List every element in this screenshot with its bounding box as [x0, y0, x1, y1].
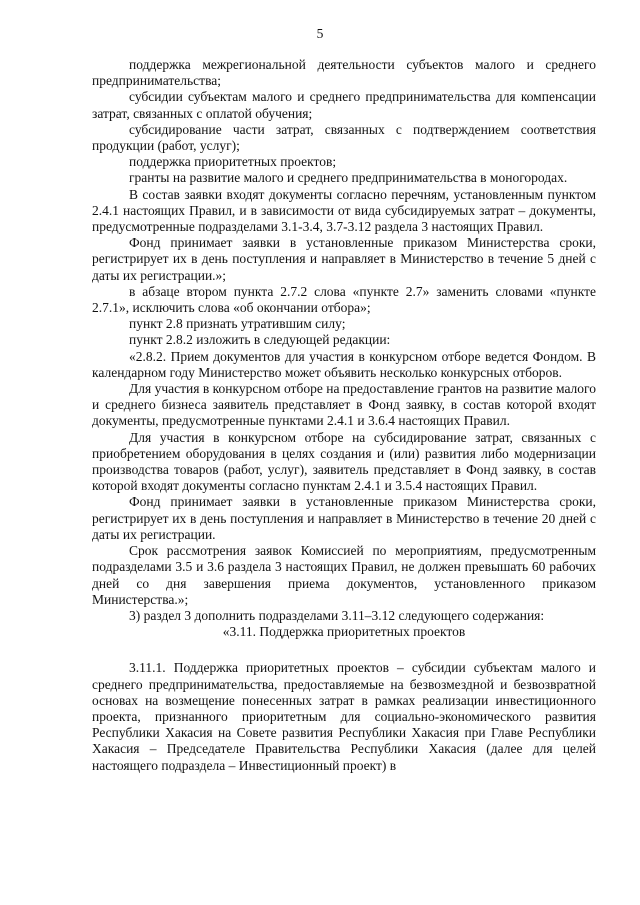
paragraph: «2.8.2. Прием документов для участия в конкурсном отборе ведется Фондом. В календарном году Министерство может объявить несколько конкурсных отборов. — [92, 348, 596, 380]
paragraph: В состав заявки входят документы согласно перечням, установленным пунктом 2.4.1 настоящих Правил, и в зависимости от вида субсидируемых затрат – документы, предусмотренные подразделами 3.1-3.4, 3.7-3.12 раздела 3 настоящих Правил. — [92, 186, 596, 235]
paragraph: Фонд принимает заявки в установленные приказом Министерства сроки, регистрирует их в день поступления и направляет в Министерство в течение 20 дней с даты их регистрации. — [92, 494, 596, 542]
section-heading: «3.11. Поддержка приоритетных проектов — [222, 624, 466, 640]
paragraph: Для участия в конкурсном отборе на предоставление грантов на развитие малого и среднего бизнеса заявитель представляет в Фонд заявку, в состав которой входят документы, предусмотренные пунктами 2.4.1 и 3.6.4 настоящих Правил. — [92, 381, 596, 429]
paragraph: Фонд принимает заявки в установленные приказом Министерства сроки, регистрирует их в день поступления и направляет в Министерство в течение 5 дней с даты их регистрации.»; — [92, 235, 596, 283]
paragraph: 3.11.1. Поддержка приоритетных проектов – субсидии субъектам малого и среднего предпринимательства, предоставляемые на безвозмездной и безвозвратной основах на возмещение понесенных затрат в рамках реализации инвестиционного проекта, признанного приоритетным для социально-экономического развития Республики Хакасия на Совете развития Республики Хакасия при Главе Республики Хакасия – Председателе Правительства Республики Хакасия (далее для целей настоящего подраздела – Инвестиционный проект) в — [92, 660, 596, 773]
paragraph: субсидии субъектам малого и среднего предпринимательства для компенсации затрат, связанных с оплатой обучения; — [92, 89, 596, 121]
paragraph: Срок рассмотрения заявок Комиссией по мероприятиям, предусмотренным подразделами 3.5 и 3.6 раздела 3 настоящих Правил, не должен превышать 60 рабочих дней со дня завершения приема документов, установленного приказом Министерства.»; — [92, 543, 596, 607]
paragraph: субсидирование части затрат, связанных с подтверждением соответствия продукции (работ, услуг); — [92, 121, 596, 154]
paragraph: поддержка приоритетных проектов; — [129, 154, 337, 170]
document-body — [92, 57, 596, 774]
paragraph: 3) раздел 3 дополнить подразделами 3.11–3.12 следующего содержания: — [129, 607, 545, 623]
paragraph: пункт 2.8.2 изложить в следующей редакции: — [129, 332, 391, 348]
paragraph: пункт 2.8 признать утратившим силу; — [129, 316, 346, 332]
paragraph: поддержка межрегиональной деятельности субъектов малого и среднего предпринимательства; — [92, 57, 596, 89]
paragraph: в абзаце втором пункта 2.7.2 слова «пункте 2.7» заменить словами «пункте 2.7.1», исключить слова «об окончании отбора»; — [92, 283, 596, 316]
page-number: 5 — [316, 26, 324, 41]
paragraph: Для участия в конкурсном отборе на субсидирование затрат, связанных с приобретением оборудования в целях создания и (или) развития либо модернизации производства товаров (работ, услуг), заявитель представляет в Фонд заявку, в состав которой входят документы согласно пунктам 2.4.1 и 3.5.4 настоящих Правил. — [92, 429, 596, 494]
paragraph: гранты на развитие малого и среднего предпринимательства в моногородах. — [129, 170, 568, 186]
